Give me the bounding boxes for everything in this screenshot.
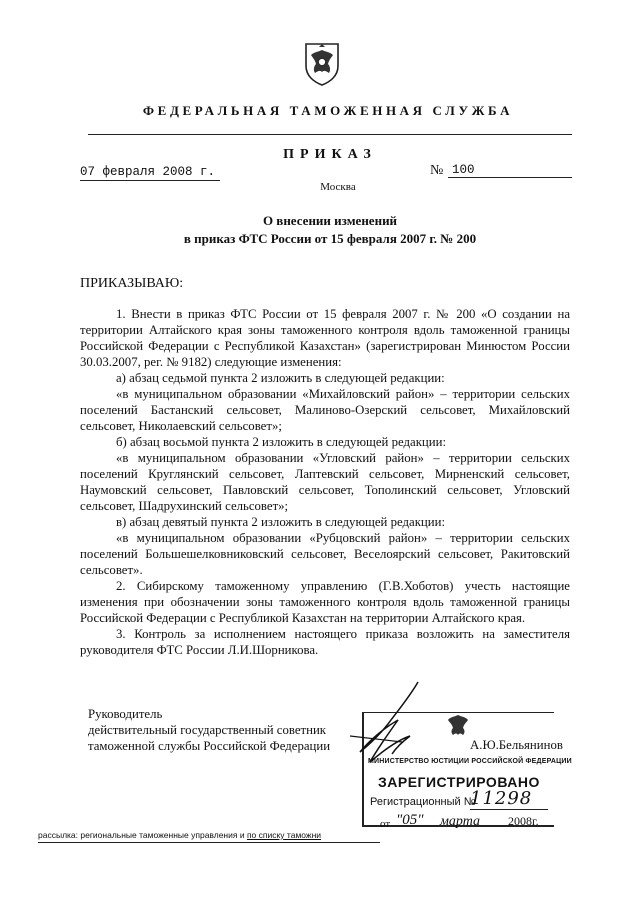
handwritten-signature xyxy=(340,678,440,778)
stamp-ministry: МИНИСТЕРСТВО ЮСТИЦИИ РОССИЙСКОЙ ФЕДЕРАЦИИ xyxy=(368,758,572,765)
signatory-title: Руководитель xyxy=(88,707,163,721)
order-subject xyxy=(0,212,640,248)
order-word: ПРИКАЗЫВАЮ: xyxy=(80,276,184,291)
document-type: ПРИКАЗ xyxy=(283,147,377,162)
distribution-label: рассылка: региональные таможенные управления и xyxy=(38,830,247,840)
distribution-tail: по списку таможни xyxy=(246,830,322,840)
header-divider xyxy=(88,134,572,135)
signatory-rank: действительный государственный советник xyxy=(88,723,327,737)
order-number: 100 xyxy=(448,163,572,178)
stamp-date-day: "05" xyxy=(396,812,424,828)
subject-line-2: в приказ ФТС России от 15 февраля 2007 г. № 200 xyxy=(183,231,477,246)
paragraph-1b-text: «в муниципальном образовании «Угловский район» – территории сельских поселений Круглянский сельсовет, Лаптевский сельсовет, Мирненский сельсовет, Наумовский сельсовет, Павловский сельсовет, Тополинский сельсовет, Угловский сельсовет, Шадрухинский сельсовет»; xyxy=(80,451,570,513)
stamp-title: ЗАРЕГИСТРИРОВАНО xyxy=(378,774,540,790)
subject-line-1: О внесении изменений xyxy=(262,213,398,228)
paragraph-1b: б) абзац восьмой пункта 2 изложить в следующей редакции: xyxy=(116,435,447,449)
distribution-rule xyxy=(38,842,380,843)
signatory-rank-2: таможенной службы Российской Федерации xyxy=(88,739,331,753)
stamp-reg-label: Регистрационный № xyxy=(370,796,476,808)
signatory-block xyxy=(88,706,330,754)
stamp-date-year: 2008г. xyxy=(508,814,539,828)
order-number-label: № xyxy=(430,163,444,178)
distribution-list xyxy=(38,830,321,840)
paragraph-1: 1. Внести в приказ ФТС России от 15 февраля 2007 г. № 200 «О создании на территории Алтайского края зоны таможенного контроля вдоль таможенной границы Российской Федерации с Республикой Казахстан» (зарегистрирован Минюстом России 30.03.2007, рег. № 9182) следующие изменения: xyxy=(80,307,570,369)
stamp-reg-number: 11298 xyxy=(470,788,548,810)
order-city: Москва xyxy=(320,181,356,193)
paragraph-1c-text: «в муниципальном образовании «Рубцовский район» – территории сельских поселений Большешелковниковский сельсовет, Веселоярский сельсовет, Ракитовский сельсовет». xyxy=(80,531,570,577)
order-date: 07 февраля 2008 г. xyxy=(80,165,220,181)
seal-emblem-icon xyxy=(444,712,472,740)
signatory-name: А.Ю.Бельянинов xyxy=(470,738,563,752)
paragraph-3: 3. Контроль за исполнением настоящего приказа возложить на заместителя руководителя ФТС России Л.И.Шорникова. xyxy=(80,627,570,657)
agency-name: ФЕДЕРАЛЬНАЯ ТАМОЖЕННАЯ СЛУЖБА xyxy=(142,103,514,118)
stamp-from-label: от xyxy=(380,818,391,830)
paragraph-1c: в) абзац девятый пункта 2 изложить в следующей редакции: xyxy=(116,515,446,529)
paragraph-2: 2. Сибирскому таможенному управлению (Г.В.Хоботов) учесть настоящие изменения при обозначении зоны таможенного контроля вдоль таможенной границы Российской Федерации с Республикой Казахстан на территории Алтайского края. xyxy=(80,579,570,625)
order-body xyxy=(80,306,570,658)
stamp-date-month: марта xyxy=(440,814,481,829)
coat-of-arms-icon xyxy=(300,40,344,86)
paragraph-1a-text: «в муниципальном образовании «Михайловский район» – территории сельских поселений Бастанский сельсовет, Малиново-Озерский сельсовет, Михайловский сельсовет, Николаевский сельсовет»; xyxy=(80,387,570,433)
paragraph-1a: а) абзац седьмой пункта 2 изложить в следующей редакции: xyxy=(116,371,445,385)
